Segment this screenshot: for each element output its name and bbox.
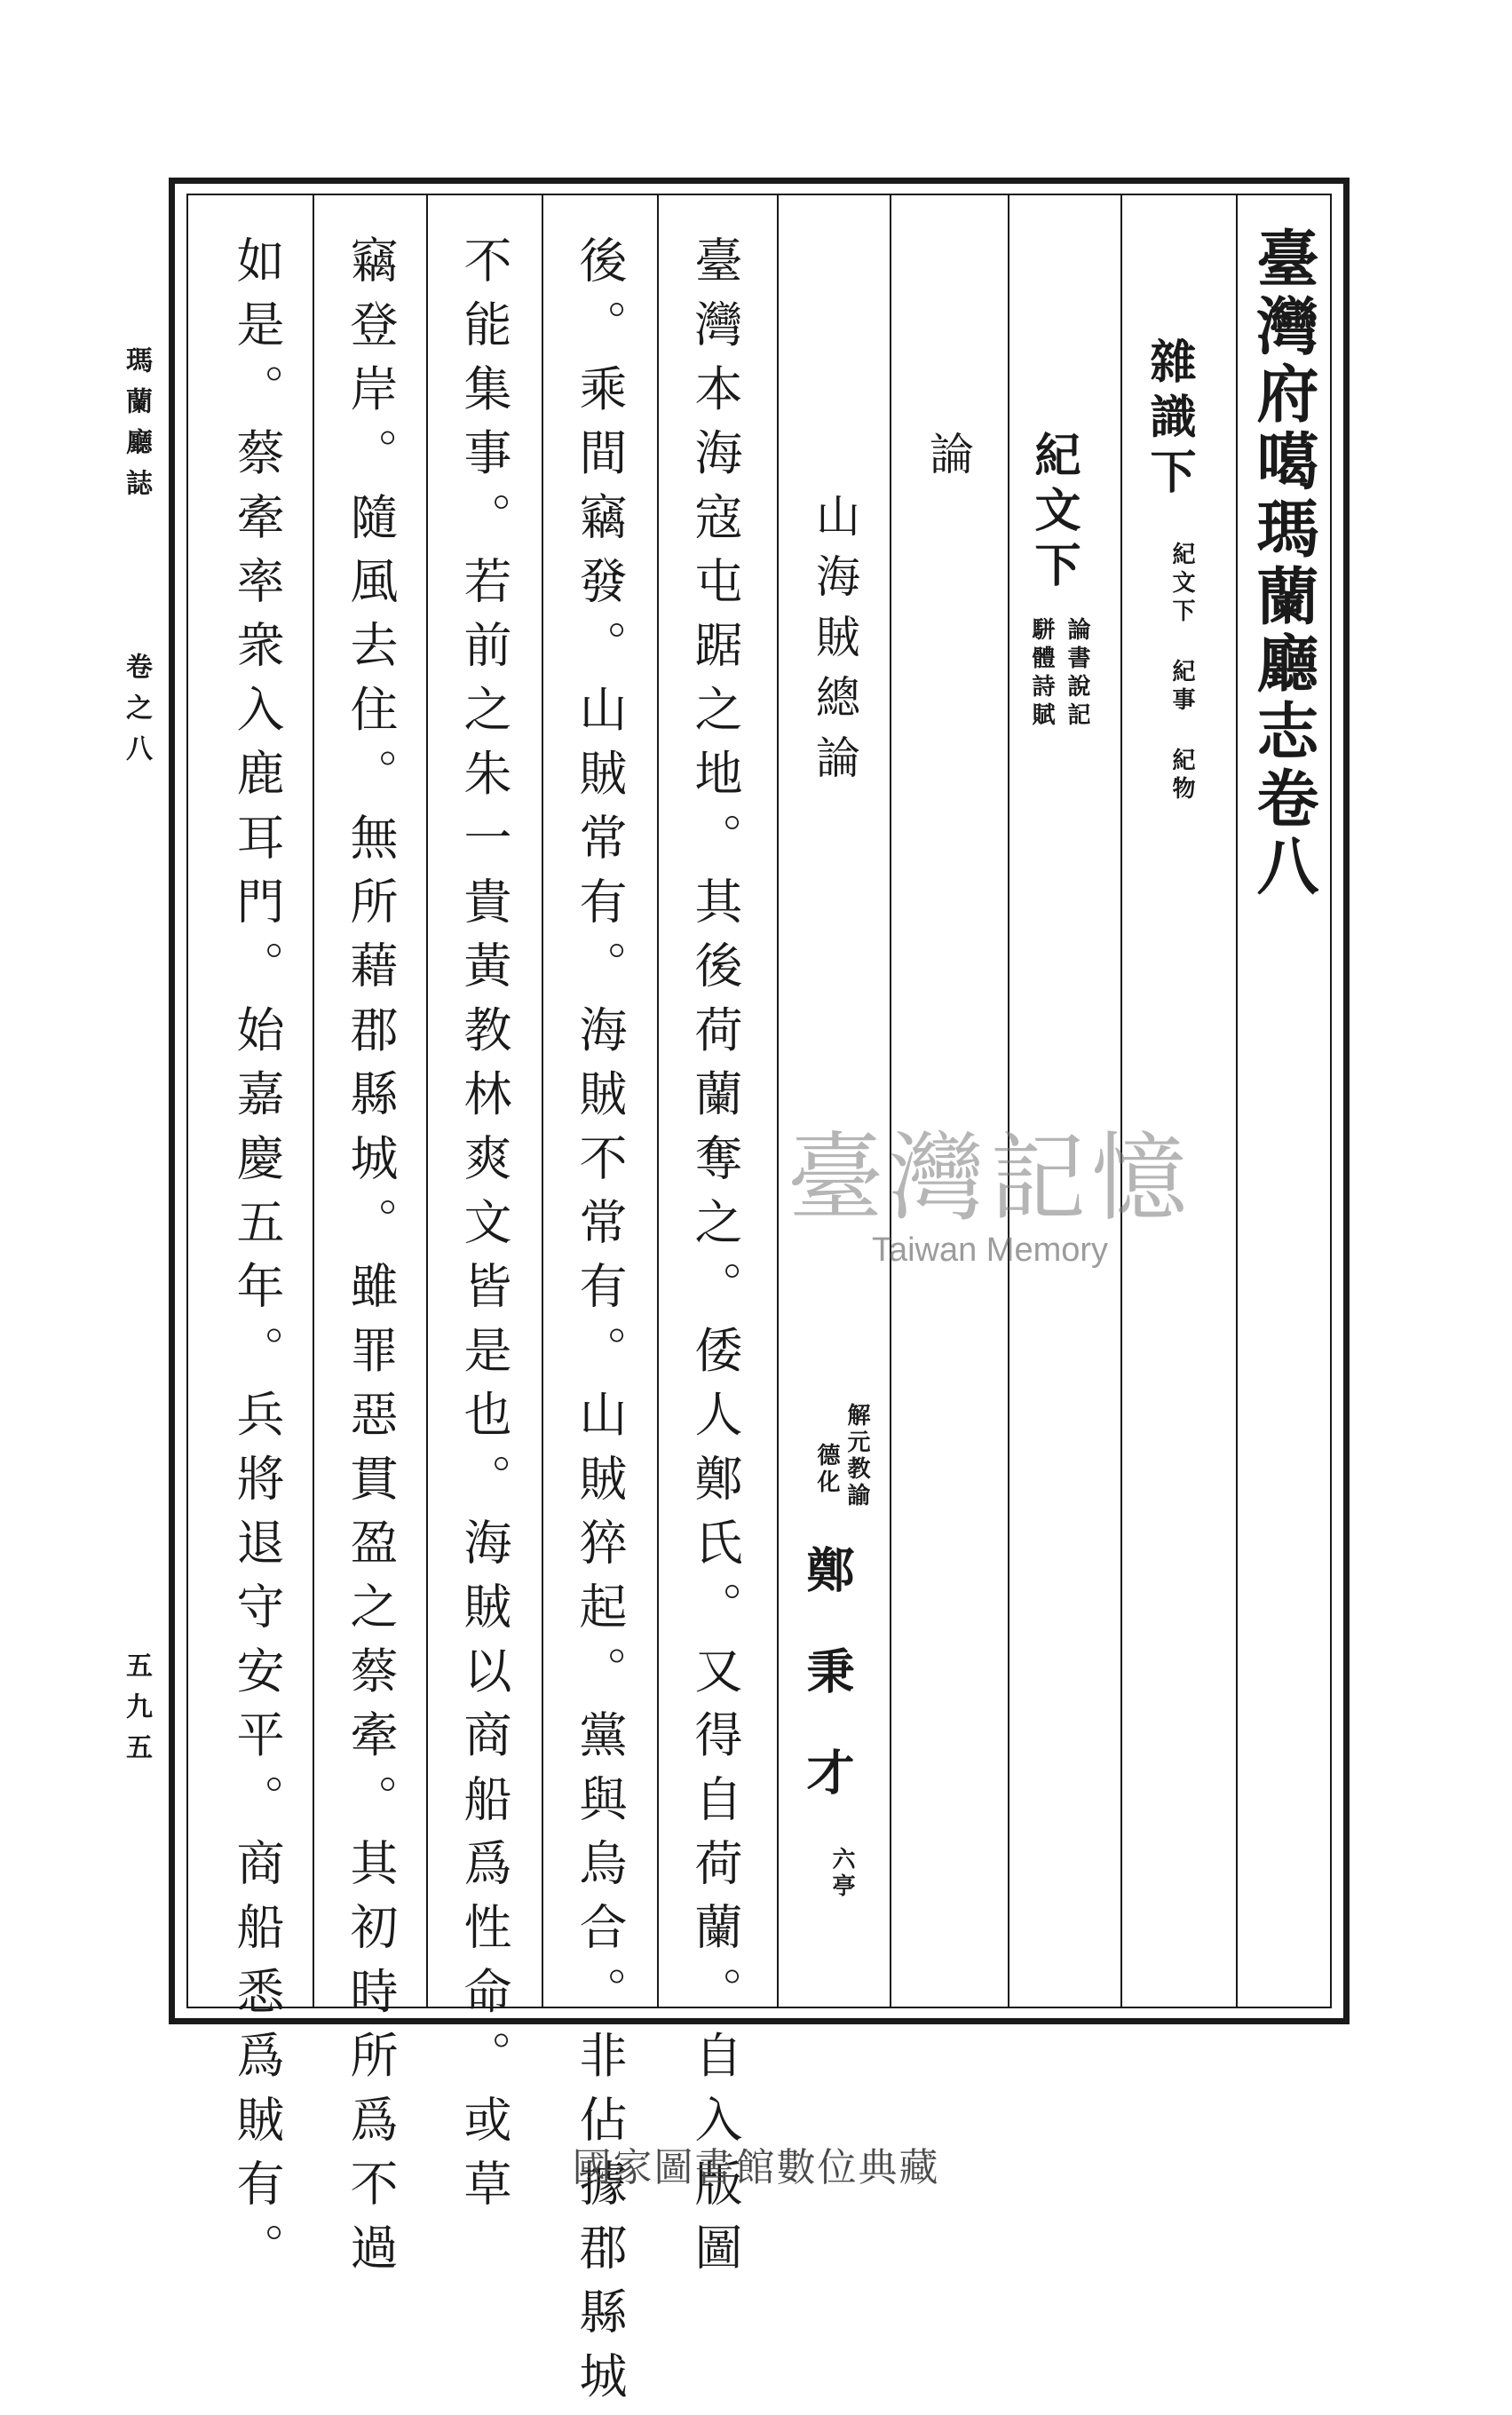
body-column-2: 後。乘間竊發。山賊常有。海賊不常有。山賊猝起。黨與烏合。非佔據郡縣城 — [572, 235, 628, 2415]
watermark — [759, 1101, 1221, 1270]
article-title: 山海賊總論 — [809, 493, 860, 795]
column-rule — [313, 194, 314, 2008]
margin-book-title: 瑪蘭廳誌 — [121, 346, 152, 510]
column-rule — [426, 194, 428, 2008]
body-column-4: 竊登岸。隨風去住。無所藉郡縣城。雖罪惡貫盈之蔡牽。其初時所爲不過 — [343, 235, 399, 2287]
toc-sub-zashi: 紀文下 紀事 紀物 — [1168, 542, 1195, 804]
margin-page-number: 五九五 — [121, 1651, 152, 1774]
toc-sub-jiwen-a: 論書說記 — [1064, 617, 1090, 731]
toc-main-zashi: 雜識下 — [1142, 337, 1196, 503]
volume-title: 臺灣府噶瑪蘭廳志卷八 — [1247, 226, 1320, 901]
column-rule — [542, 194, 543, 2008]
body-column-5: 如是。蔡牽率衆入鹿耳門。始嘉慶五年。兵將退守安平。商船悉爲賊有。 — [229, 235, 285, 2287]
watermark-en: Taiwan Memory — [871, 1231, 1109, 1269]
column-rule — [657, 194, 659, 2008]
author-style-name: 六亭 — [828, 1847, 855, 1900]
body-column-1: 臺灣本海寇屯踞之地。其後荷蘭奪之。倭人鄭氏。又得自荷蘭。自入版圖 — [687, 235, 743, 2287]
body-column-3: 不能集事。若前之朱一貴黃教林爽文皆是也。海賊以商船爲性命。或草 — [456, 235, 512, 2223]
footer-credit: 國家圖書館數位典藏 — [572, 2145, 940, 2190]
author-name: 鄭秉才 — [799, 1545, 856, 1849]
watermark-cn: 臺灣記憶 — [787, 1123, 1192, 1234]
section-heading: 論 — [922, 431, 974, 491]
toc-main-jiwen: 紀文下 — [1026, 431, 1081, 596]
column-rule — [1236, 194, 1238, 2008]
author-title-b: 德化 — [813, 1443, 840, 1496]
margin-volume: 卷之八 — [121, 653, 152, 775]
toc-sub-jiwen-b: 駢體詩賦 — [1028, 617, 1055, 731]
author-title-a: 解元教諭 — [843, 1403, 870, 1509]
